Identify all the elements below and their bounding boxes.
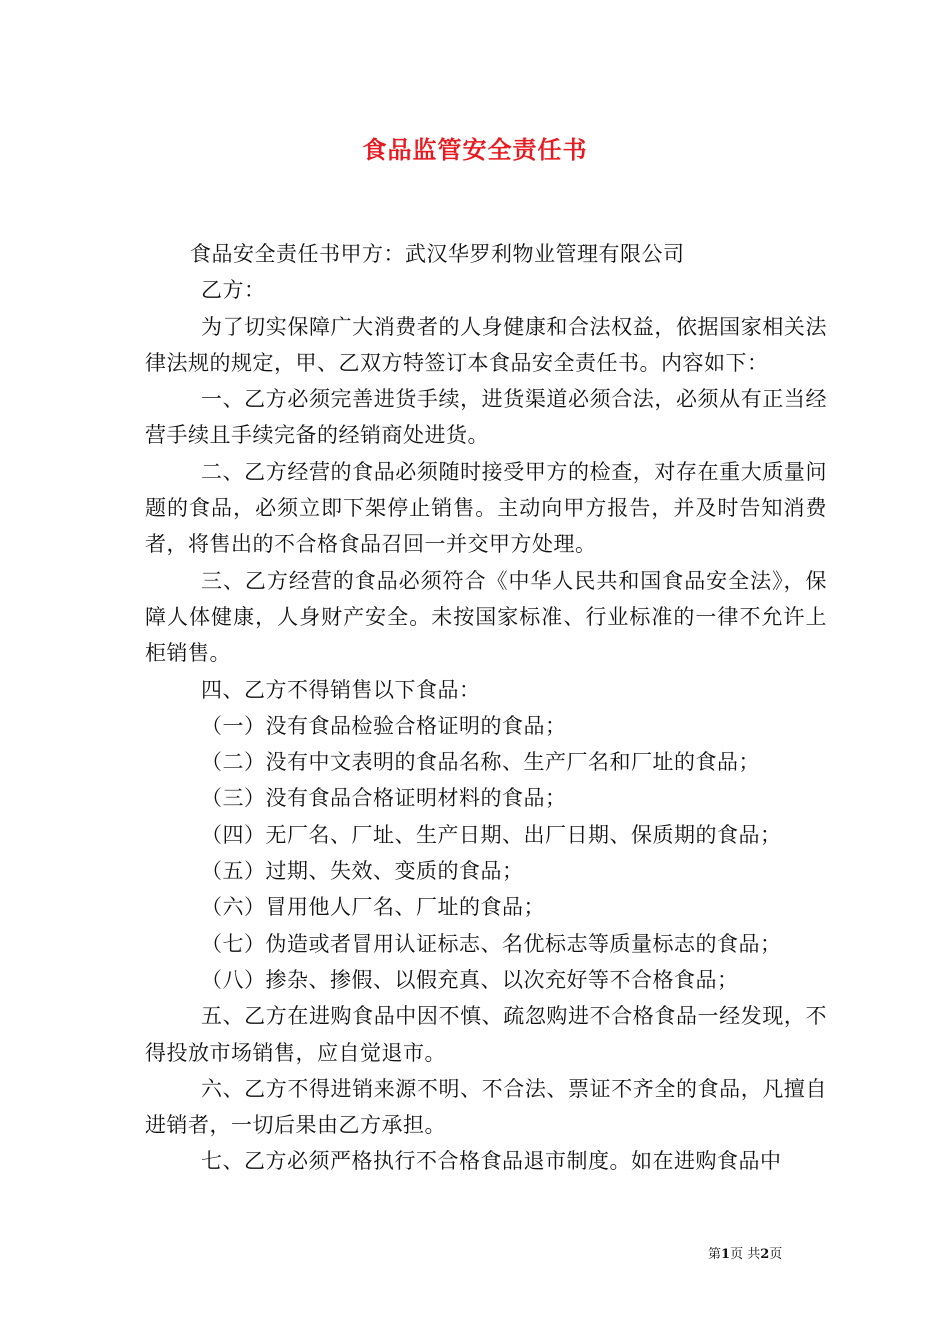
paragraph-clause-3: 三、乙方经营的食品必须符合《中华人民共和国食品安全法》，保障人体健康，人身财产安全。未按国家标准、行业标准的一律不允许上柜销售。 bbox=[145, 568, 827, 666]
document-title: 食品监管安全责任书 bbox=[362, 135, 588, 164]
list-item-1: （一）没有食品检验合格证明的食品； bbox=[201, 713, 567, 738]
list-item-5: （五）过期、失效、变质的食品； bbox=[201, 859, 524, 884]
list-item-7: （七）伪造或者冒用认证标志、名优标志等质量标志的食品； bbox=[201, 931, 782, 956]
total-page-number: 2 bbox=[760, 1247, 770, 1262]
paragraph-clause-5: 五、乙方在进购食品中因不慎、疏忽购进不合格食品一经发现，不得投放市场销售，应自觉退市。 bbox=[145, 1004, 827, 1065]
paragraph-clause-2: 二、乙方经营的食品必须随时接受甲方的检查，对存在重大质量问题的食品，必须立即下架停止销售。主动向甲方报告，并及时告知消费者，将售出的不合格食品召回一并交甲方处理。 bbox=[145, 459, 827, 557]
list-item-3: （三）没有食品合格证明材料的食品； bbox=[201, 786, 567, 811]
footer-suffix: 页 bbox=[769, 1247, 783, 1262]
list-item-2: （二）没有中文表明的食品名称、生产厂名和厂址的食品； bbox=[201, 750, 760, 775]
current-page-number: 1 bbox=[721, 1247, 731, 1262]
paragraph-preamble: 为了切实保障广大消费者的人身健康和合法权益，依据国家相关法律法规的规定，甲、乙双方特签订本食品安全责任书。内容如下： bbox=[145, 314, 827, 375]
paragraph-party-a: 食品安全责任书甲方：武汉华罗利物业管理有限公司 bbox=[190, 242, 685, 266]
list-item-6: （六）冒用他人厂名、厂址的食品； bbox=[201, 895, 545, 920]
paragraph-clause-7: 七、乙方必须严格执行不合格食品退市制度。如在进购食品中 bbox=[201, 1149, 782, 1174]
footer-prefix: 第 bbox=[708, 1247, 722, 1262]
paragraph-clause-4: 四、乙方不得销售以下食品： bbox=[201, 677, 481, 702]
document-body bbox=[145, 236, 827, 1180]
list-item-4: （四）无厂名、厂址、生产日期、出厂日期、保质期的食品； bbox=[201, 822, 782, 847]
footer-middle: 页 共 bbox=[730, 1247, 761, 1262]
page-footer bbox=[708, 1246, 782, 1264]
paragraph-party-b: 乙方： bbox=[201, 278, 266, 303]
paragraph-clause-6: 六、乙方不得进销来源不明、不合法、票证不齐全的食品，凡擅自进销者，一切后果由乙方承担。 bbox=[145, 1076, 827, 1138]
paragraph-clause-1: 一、乙方必须完善进货手续，进货渠道必须合法，必须从有正当经营手续且手续完备的经销商处进货。 bbox=[145, 387, 827, 448]
list-item-8: （八）掺杂、掺假、以假充真、以次充好等不合格食品； bbox=[201, 967, 739, 992]
